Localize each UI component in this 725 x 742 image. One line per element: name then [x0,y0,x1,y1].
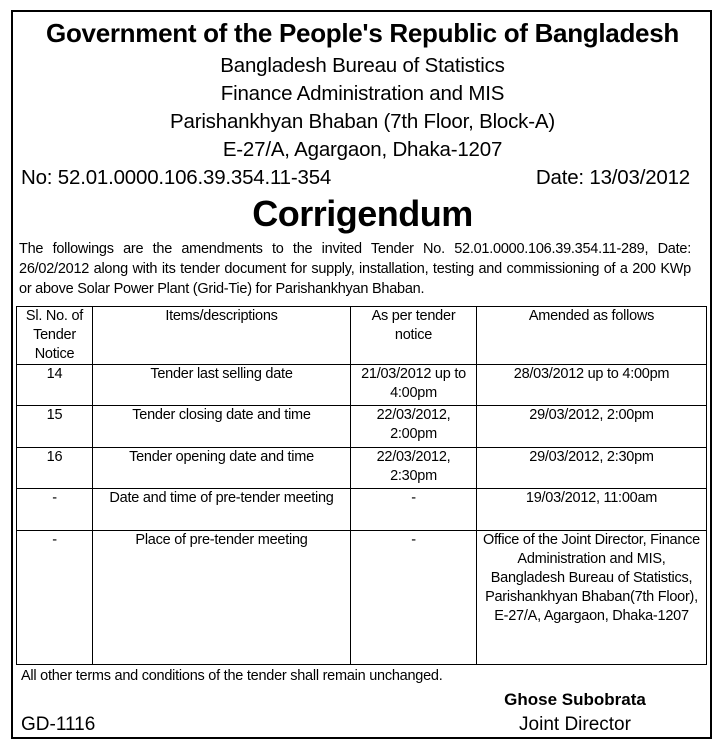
signatory-title: Joint Director [519,714,631,735]
cell-item: Place of pre-tender meeting [93,531,351,665]
government-heading: Government of the People's Republic of Bangladesh [46,18,679,48]
cell-item: Tender opening date and time [93,448,351,489]
cell-as-per: 21/03/2012 up to 4:00pm [351,365,477,406]
page-title: Corrigendum [252,193,473,234]
cell-item: Date and time of pre-tender meeting [93,489,351,531]
cell-amended: 28/03/2012 up to 4:00pm [477,365,707,406]
signatory-name: Ghose Subobrata [504,690,646,709]
cell-amended: 29/03/2012, 2:00pm [477,406,707,448]
header-item: Items/descriptions [93,307,351,365]
table-row [17,406,707,448]
intro-paragraph: The followings are the amendments to the invited Tender No. 52.01.0000.106.39.354.11-289, Date: 26/02/2012 along with its tender document for supply, installation, testing and commissioning of a 200 KWp or above Solar Power Plant (Grid-Tie) for Parishankhyan Bhaban. [19,241,691,297]
building-name: Parishankhyan Bhaban (7th Floor, Block-A) [170,110,555,133]
cell-amended: 29/03/2012, 2:30pm [477,448,707,489]
cell-sl: - [17,489,93,531]
division-name: Finance Administration and MIS [220,82,505,105]
table-row [17,489,707,531]
footer-note: All other terms and conditions of the tender shall remain unchanged. [21,668,443,684]
cell-sl: 16 [17,448,93,489]
cell-sl: 14 [17,365,93,406]
header-sl: Sl. No. of Tender Notice [17,307,93,365]
header-amended: Amended as follows [477,307,707,365]
cell-sl: - [17,531,93,665]
cell-amended: Office of the Joint Director, Finance Administration and MIS, Bangladesh Bureau of Statistics, Parishankhyan Bhaban(7th Floor), E-27/A, Agargaon, Dhaka-1207 [477,531,707,665]
cell-sl: 15 [17,406,93,448]
header-as-per: As per tender notice [351,307,477,365]
reference-number: No: 52.01.0000.106.39.354.11-354 [21,166,332,189]
amendments-table [16,306,707,665]
bureau-name: Bangladesh Bureau of Statistics [220,54,505,77]
cell-as-per: 22/03/2012, 2:00pm [351,406,477,448]
table-row [17,365,707,406]
cell-as-per: - [351,531,477,665]
gd-number: GD-1116 [21,714,96,735]
reference-date: Date: 13/03/2012 [535,166,690,189]
table-row [17,448,707,489]
address-line: E-27/A, Agargaon, Dhaka-1207 [222,138,503,161]
table-row [17,531,707,665]
table-header-row [17,307,707,365]
cell-as-per: 22/03/2012, 2:30pm [351,448,477,489]
cell-as-per: - [351,489,477,531]
cell-amended: 19/03/2012, 11:00am [477,489,707,531]
cell-item: Tender last selling date [93,365,351,406]
cell-item: Tender closing date and time [93,406,351,448]
